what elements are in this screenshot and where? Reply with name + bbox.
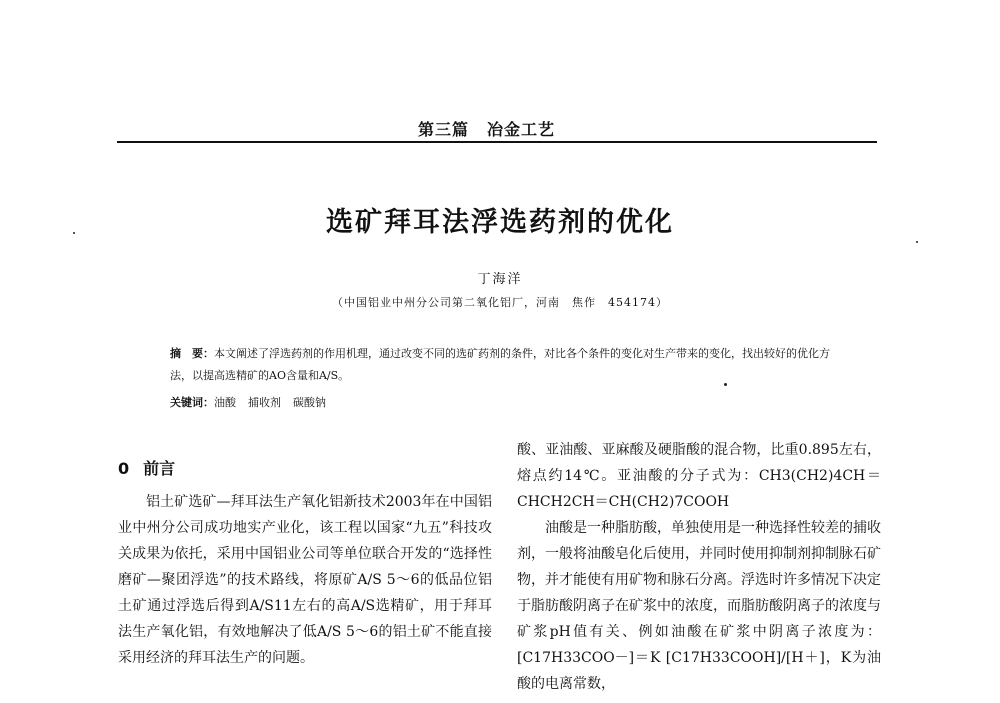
author-name: 丁海洋	[477, 272, 523, 287]
running-head	[418, 117, 555, 140]
left-column	[118, 489, 492, 671]
scan-speck	[724, 383, 727, 386]
scan-speck	[916, 241, 918, 243]
keywords	[170, 395, 850, 411]
keyword: 碳酸钠	[293, 396, 326, 409]
keyword: 油酸	[214, 396, 236, 409]
running-head-part: 第三篇	[418, 120, 470, 139]
abstract-label: 摘 要：	[170, 347, 214, 360]
keywords-label: 关键词：	[170, 396, 214, 409]
abstract-text: 本文阐述了浮选药剂的作用机理，通过改变不同的选矿药剂的条件，对比各个条件的变化对生产带来的变化，找出较好的优化方法，以提高选精矿的AO含量和A/S。	[170, 347, 830, 382]
author-affiliation: （中国铝业中州分公司第二氧化铝厂，河南 焦作 454174）	[332, 296, 668, 309]
section-heading	[118, 456, 175, 479]
keyword: 捕收剂	[248, 396, 281, 409]
body-paragraph: 铝土矿选矿—拜耳法生产氧化铝新技术2003年在中国铝业中州分公司成功地实产业化，该工程以国家“九五”科技攻关成果为依托，采用中国铝业公司等单位联合开发的“选择性磨矿—聚团浮选”的技术路线，将原矿A/S 5～6的低品位铝土矿通过浮选后得到A/S11左右的高A/S选精矿，用于拜耳法生产氧化铝，有效地解决了低A/S 5～6的铝土矿不能直接采用经济的拜耳法生产的问题。	[118, 494, 492, 666]
scan-speck	[73, 232, 75, 234]
body-paragraph: 酸、亚油酸、亚麻酸及硬脂酸的混合物，比重0.895左右，熔点约14℃。亚油酸的分子式为：CH3(CH2)4CH＝CHCH2CH＝CH(CH2)7COOH	[517, 442, 881, 510]
body-paragraph: 油酸是一种脂肪酸，单独使用是一种选择性较差的捕收剂，一般将油酸皂化后使用，并同时使用抑制剂抑制脉石矿物，并才能使有用矿物和脉石分离。浮选时许多情况下决定于脂肪酸阴离子在矿浆中的浓度，而脂肪酸阴离子的浓度与矿浆pH值有关、例如油酸在矿浆中阴离子浓度为：[C17H33COO－]＝K [C17H33COOH]/[H＋]，K为油酸的电离常数，	[517, 520, 881, 692]
section-title: 前言	[143, 459, 176, 478]
abstract	[170, 343, 850, 387]
article-title: 选矿拜耳法浮选药剂的优化	[326, 207, 674, 238]
header-rule	[117, 141, 877, 143]
running-head-topic: 冶金工艺	[487, 120, 556, 139]
right-column	[517, 437, 881, 697]
section-number: 0	[118, 459, 130, 478]
